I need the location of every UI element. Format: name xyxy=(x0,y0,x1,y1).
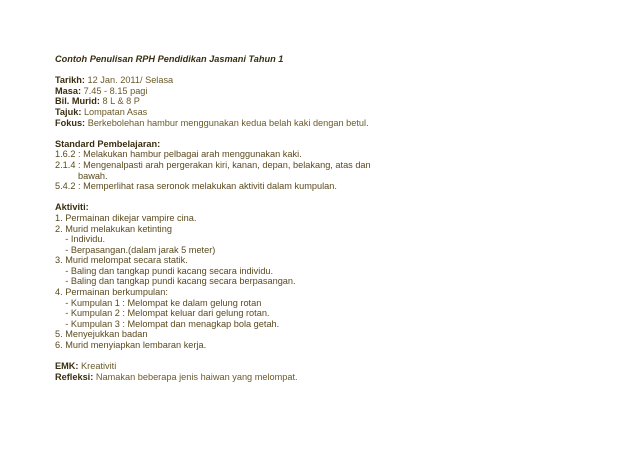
aktiviti-line: - Baling dan tangkap pundi kacang secara individu. xyxy=(55,265,274,276)
aktiviti-line: 6. Murid menyiapkan lembaran kerja. xyxy=(55,340,207,351)
aktiviti-heading: Aktiviti: xyxy=(55,202,89,213)
aktiviti-line: 2. Murid melakukan ketinting xyxy=(55,223,172,234)
field-value: Kreativiti xyxy=(81,361,117,372)
field-label: Fokus: xyxy=(55,117,86,128)
field-label: Refleksi: xyxy=(55,371,94,382)
field-tarikh xyxy=(55,75,575,86)
spacer xyxy=(55,192,575,203)
field-value: Berkebolehan hambur menggunakan kedua belah kaki dengan betul. xyxy=(87,117,369,128)
field-tajuk xyxy=(55,107,575,118)
aktiviti-line: - Berpasangan.(dalam jarak 5 meter) xyxy=(55,244,216,255)
field-refleksi xyxy=(55,372,575,383)
field-value: 7.45 - 8.15 pagi xyxy=(83,85,148,96)
aktiviti-line: - Kumpulan 1 : Melompat ke dalam gelung rotan xyxy=(55,297,262,308)
aktiviti-line: 3. Murid melompat secara statik. xyxy=(55,255,188,266)
standard-line: 5.4.2 : Memperlihat rasa seronok melakukan aktiviti dalam kumpulan. xyxy=(55,181,337,192)
standard-line: 1.6.2 : Melakukan hambur pelbagai arah menggunakan kaki. xyxy=(55,149,302,160)
field-fokus xyxy=(55,118,575,129)
document-title: Contoh Penulisan RPH Pendidikan Jasmani Tahun 1 xyxy=(55,54,284,64)
field-value: 8 L & 8 P xyxy=(102,96,140,107)
aktiviti-line: - Baling dan tangkap pundi kacang secara berpasangan. xyxy=(55,276,296,287)
aktiviti-line: - Individu. xyxy=(55,234,106,245)
field-value: Lompatan Asas xyxy=(83,106,148,117)
field-label: Tarikh: xyxy=(55,75,85,86)
field-label: Masa: xyxy=(55,85,82,96)
aktiviti-line: - Kumpulan 2 : Melompat keluar dari gelung rotan. xyxy=(55,308,270,319)
field-label: EMK: xyxy=(55,361,79,372)
field-emk xyxy=(55,361,575,372)
spacer xyxy=(55,65,575,76)
aktiviti-line: 5. Menyejukkan badan xyxy=(55,329,148,340)
field-label: Tajuk: xyxy=(55,106,82,117)
lesson-plan-text xyxy=(55,54,575,382)
field-value: 12 Jan. 2011/ Selasa xyxy=(87,75,174,86)
aktiviti-line: 4. Permainan berkumpulan: xyxy=(55,287,168,298)
aktiviti-line: 1. Permainan dikejar vampire cina. xyxy=(55,212,197,223)
field-label: Bil. Murid: xyxy=(55,96,100,107)
field-value: Namakan beberapa jenis haiwan yang melompat. xyxy=(95,371,298,382)
standard-line: 2.1.4 : Mengenalpasti arah pergerakan kiri, kanan, depan, belakang, atas dan xyxy=(55,159,371,170)
spacer xyxy=(55,128,575,139)
standard-heading: Standard Pembelajaran: xyxy=(55,138,161,149)
field-masa xyxy=(55,86,575,97)
aktiviti-line: - Kumpulan 3 : Melompat dan menagkap bola getah. xyxy=(55,318,280,329)
field-bil-murid xyxy=(55,96,575,107)
standard-line: bawah. xyxy=(55,170,108,181)
spacer xyxy=(55,351,575,362)
